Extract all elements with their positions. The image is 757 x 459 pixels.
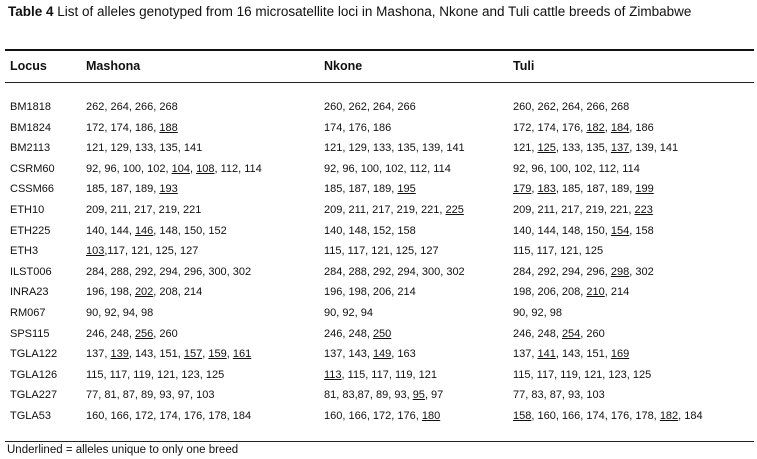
unique-allele: 298 — [610, 265, 630, 278]
allele-text: , 133, 135, — [555, 142, 611, 155]
table-row — [0, 162, 757, 182]
allele-text: 172, 174, 186, — [86, 121, 160, 134]
allele-cell-nkone — [324, 409, 440, 423]
table-row — [0, 306, 757, 326]
table-row — [0, 347, 757, 367]
unique-allele: 256 — [134, 327, 154, 340]
allele-text: , 184 — [678, 410, 703, 422]
allele-cell-mashona — [86, 368, 224, 382]
allele-text: 77, 81, 87, 89, 93, 97, 103 — [86, 389, 215, 402]
allele-cell-mashona — [86, 203, 201, 217]
allele-text: 121, 129, 133, 135, 141 — [86, 142, 203, 155]
unique-allele: 225 — [445, 204, 464, 216]
unique-allele: 202 — [134, 286, 154, 299]
allele-text: 92, 96, 100, 102, 112, 114 — [513, 162, 640, 175]
allele-text: ,117, 121, 125, 127 — [104, 245, 199, 258]
locus-cell: TGLA122 — [10, 348, 58, 361]
top-rule — [5, 49, 754, 51]
allele-text: 137, 143, — [324, 348, 373, 361]
locus-cell: ETH225 — [10, 224, 51, 237]
table-row — [0, 141, 757, 161]
table-footnote: Underlined = alleles unique to only one breed — [7, 444, 239, 456]
unique-allele: 184 — [610, 121, 630, 134]
unique-allele: 182 — [659, 410, 679, 422]
allele-cell-nkone — [324, 265, 465, 279]
table-row — [0, 368, 757, 388]
unique-allele: 104 — [171, 162, 190, 175]
allele-text: , 143, 151, — [555, 348, 611, 361]
allele-text: 209, 211, 217, 219, 221, — [513, 204, 635, 216]
allele-cell-tuli — [513, 388, 605, 402]
allele-text: 90, 92, 94, 98 — [86, 307, 154, 319]
unique-allele: 193 — [159, 183, 178, 196]
table-caption — [8, 3, 748, 20]
allele-text: , 208, 214 — [153, 286, 203, 299]
locus-cell: BM1824 — [10, 121, 51, 134]
table-row — [0, 285, 757, 305]
header-rule — [5, 82, 754, 83]
bottom-rule — [5, 441, 754, 442]
allele-cell-nkone — [324, 121, 391, 135]
allele-cell-tuli — [513, 100, 629, 114]
header-locus: Locus — [10, 59, 47, 73]
allele-cell-mashona — [86, 162, 262, 176]
allele-text: , — [604, 121, 611, 134]
allele-text: 196, 198, — [86, 286, 135, 299]
allele-text: , 163 — [391, 348, 416, 361]
unique-allele: 199 — [635, 183, 654, 196]
allele-cell-mashona — [86, 244, 198, 258]
table-row — [0, 224, 757, 244]
allele-text: , 139, 141 — [629, 142, 679, 155]
allele-cell-tuli — [513, 203, 653, 217]
table-row — [0, 409, 757, 429]
unique-allele: 159 — [208, 348, 227, 361]
locus-cell: TGLA126 — [10, 368, 58, 381]
allele-cell-mashona — [86, 285, 202, 299]
allele-cell-nkone — [324, 224, 416, 238]
allele-cell-tuli — [513, 162, 640, 176]
table-row — [0, 265, 757, 285]
allele-cell-mashona — [86, 265, 251, 279]
table-title: List of alleles genotyped from 16 microsatellite loci in Mashona, Nkone and Tuli cattle breeds of Zimbabwe — [53, 4, 692, 19]
unique-allele: 146 — [134, 224, 154, 237]
locus-cell: TGLA227 — [10, 389, 58, 402]
allele-cell-nkone — [324, 327, 391, 341]
allele-cell-mashona — [86, 409, 251, 423]
unique-allele: 154 — [610, 224, 630, 237]
table-row — [0, 182, 757, 202]
unique-allele: 195 — [397, 183, 416, 196]
allele-text: 115, 117, 119, 121, 123, 125 — [513, 368, 652, 381]
allele-cell-tuli — [513, 285, 629, 299]
allele-text: 115, 117, 121, 125 — [513, 245, 604, 258]
allele-text: , 97 — [424, 389, 444, 402]
allele-text: 137, — [86, 348, 111, 361]
allele-text: , 143, 151, — [128, 348, 184, 361]
allele-text: 196, 198, 206, 214 — [324, 286, 416, 299]
table-row — [0, 244, 757, 264]
unique-allele: 108 — [196, 162, 215, 175]
allele-text: 81, 83,87, 89, 93, — [324, 389, 413, 402]
allele-cell-nkone — [324, 141, 465, 155]
locus-cell: INRA23 — [10, 286, 49, 299]
allele-cell-tuli — [513, 368, 651, 382]
locus-cell: ETH10 — [10, 204, 45, 216]
unique-allele: 103 — [86, 245, 105, 258]
allele-text: 185, 187, 189, — [324, 183, 398, 196]
locus-cell: BM2113 — [10, 142, 51, 155]
allele-cell-tuli — [513, 409, 703, 423]
allele-cell-nkone — [324, 162, 451, 176]
allele-text: , — [190, 162, 197, 175]
unique-allele: 158 — [513, 410, 532, 422]
allele-cell-tuli — [513, 141, 678, 155]
allele-text: 262, 264, 266, 268 — [86, 101, 178, 113]
allele-text: 121, — [513, 142, 538, 155]
allele-text: 246, 248, — [513, 327, 562, 340]
allele-text: 260, 262, 264, 266, 268 — [513, 101, 630, 113]
unique-allele: 169 — [610, 348, 630, 361]
unique-allele: 125 — [537, 142, 556, 155]
allele-text: 140, 144, 148, 150, — [513, 224, 611, 237]
allele-text: 198, 206, 208, — [513, 286, 587, 299]
table-row — [0, 388, 757, 408]
locus-cell: SPS115 — [10, 327, 50, 340]
allele-text: 246, 248, — [324, 327, 373, 340]
allele-text: , 260 — [153, 327, 178, 340]
allele-text: , 214 — [604, 286, 630, 299]
allele-text: 77, 83, 87, 93, 103 — [513, 389, 605, 402]
allele-text: 160, 166, 172, 174, 176, 178, 184 — [86, 410, 252, 422]
allele-cell-tuli — [513, 224, 654, 238]
allele-text: , — [226, 348, 233, 361]
unique-allele: 139 — [110, 348, 129, 361]
allele-cell-mashona — [86, 100, 178, 114]
allele-cell-tuli — [513, 265, 654, 279]
unique-allele: 161 — [232, 348, 252, 361]
unique-allele: 95 — [412, 389, 425, 402]
locus-cell: ETH3 — [10, 245, 39, 258]
unique-allele: 180 — [421, 410, 441, 422]
allele-text: , 115, 117, 119, 121 — [341, 368, 437, 381]
allele-cell-nkone — [324, 368, 437, 382]
unique-allele: 137 — [610, 142, 630, 155]
locus-cell: TGLA53 — [10, 410, 51, 422]
allele-text: , 160, 166, 174, 176, 178, — [531, 410, 660, 422]
allele-text: 115, 117, 121, 125, 127 — [324, 245, 439, 258]
unique-allele: 210 — [586, 286, 605, 299]
allele-text: 140, 144, — [86, 224, 135, 237]
unique-allele: 183 — [537, 183, 556, 196]
locus-cell: RM067 — [10, 307, 46, 319]
allele-cell-mashona — [86, 182, 178, 196]
allele-cell-mashona — [86, 306, 153, 320]
allele-cell-tuli — [513, 347, 629, 361]
allele-cell-tuli — [513, 327, 605, 341]
allele-cell-nkone — [324, 182, 416, 196]
allele-cell-nkone — [324, 285, 416, 299]
unique-allele: 113 — [324, 368, 342, 381]
unique-allele: 223 — [634, 204, 653, 216]
allele-text: 185, 187, 189, — [86, 183, 160, 196]
locus-cell: ILST006 — [10, 265, 52, 278]
locus-cell: BM1818 — [10, 101, 51, 113]
allele-text: 90, 92, 94 — [324, 307, 373, 319]
allele-text: 172, 174, 176, — [513, 121, 587, 134]
allele-text: , 186 — [629, 121, 654, 134]
allele-cell-mashona — [86, 121, 178, 135]
unique-allele: 182 — [586, 121, 605, 134]
header-nkone: Nkone — [324, 59, 363, 73]
table-row — [0, 327, 757, 347]
unique-allele: 149 — [372, 348, 392, 361]
allele-text: 209, 211, 217, 219, 221 — [86, 204, 202, 216]
allele-text: 284, 288, 292, 294, 296, 300, 302 — [86, 265, 252, 278]
locus-cell: CSRM60 — [10, 162, 55, 175]
allele-cell-mashona — [86, 224, 227, 238]
allele-cell-tuli — [513, 244, 603, 258]
allele-cell-mashona — [86, 141, 202, 155]
unique-allele: 254 — [561, 327, 581, 340]
allele-text: 92, 96, 100, 102, — [86, 162, 172, 175]
allele-text: , 148, 150, 152 — [153, 224, 227, 237]
allele-cell-tuli — [513, 182, 654, 196]
allele-cell-mashona — [86, 327, 178, 341]
allele-text: 90, 92, 98 — [513, 307, 562, 319]
allele-cell-nkone — [324, 244, 439, 258]
allele-text: 209, 211, 217, 219, 221, — [324, 204, 446, 216]
allele-cell-tuli — [513, 306, 562, 320]
allele-text: , 302 — [629, 265, 654, 278]
header-tuli: Tuli — [513, 59, 535, 73]
allele-text: 121, 129, 133, 135, 139, 141 — [324, 142, 465, 155]
allele-cell-nkone — [324, 388, 443, 402]
allele-text: 140, 148, 152, 158 — [324, 224, 416, 237]
allele-text: 260, 262, 264, 266 — [324, 101, 416, 113]
table-row — [0, 121, 757, 141]
allele-text: 92, 96, 100, 102, 112, 114 — [324, 162, 451, 175]
allele-text: , 158 — [629, 224, 654, 237]
allele-cell-nkone — [324, 100, 416, 114]
allele-cell-nkone — [324, 347, 416, 361]
allele-cell-nkone — [324, 306, 373, 320]
allele-text: 284, 292, 294, 296, — [513, 265, 611, 278]
allele-text: , 260 — [580, 327, 605, 340]
allele-text: 246, 248, — [86, 327, 135, 340]
allele-text: 174, 176, 186 — [324, 121, 392, 134]
allele-cell-nkone — [324, 203, 464, 217]
allele-cell-mashona — [86, 388, 214, 402]
header-mashona: Mashona — [86, 59, 141, 73]
unique-allele: 179 — [513, 183, 532, 196]
allele-text: 137, — [513, 348, 538, 361]
allele-text: 284, 288, 292, 294, 300, 302 — [324, 265, 465, 278]
allele-text: 115, 117, 119, 121, 123, 125 — [86, 368, 225, 381]
allele-text: , 112, 114 — [214, 162, 262, 175]
allele-cell-tuli — [513, 121, 654, 135]
unique-allele: 188 — [159, 121, 178, 134]
table-row — [0, 100, 757, 120]
allele-text: , — [202, 348, 209, 361]
table-row — [0, 203, 757, 223]
allele-text: 160, 166, 172, 176, — [324, 410, 422, 422]
allele-cell-mashona — [86, 347, 251, 361]
unique-allele: 250 — [372, 327, 392, 340]
allele-text: , 185, 187, 189, — [555, 183, 636, 196]
unique-allele: 141 — [537, 348, 556, 361]
unique-allele: 157 — [183, 348, 203, 361]
locus-cell: CSSM66 — [10, 183, 55, 196]
allele-text: , — [531, 183, 538, 196]
table-label: Table 4 — [8, 4, 54, 19]
